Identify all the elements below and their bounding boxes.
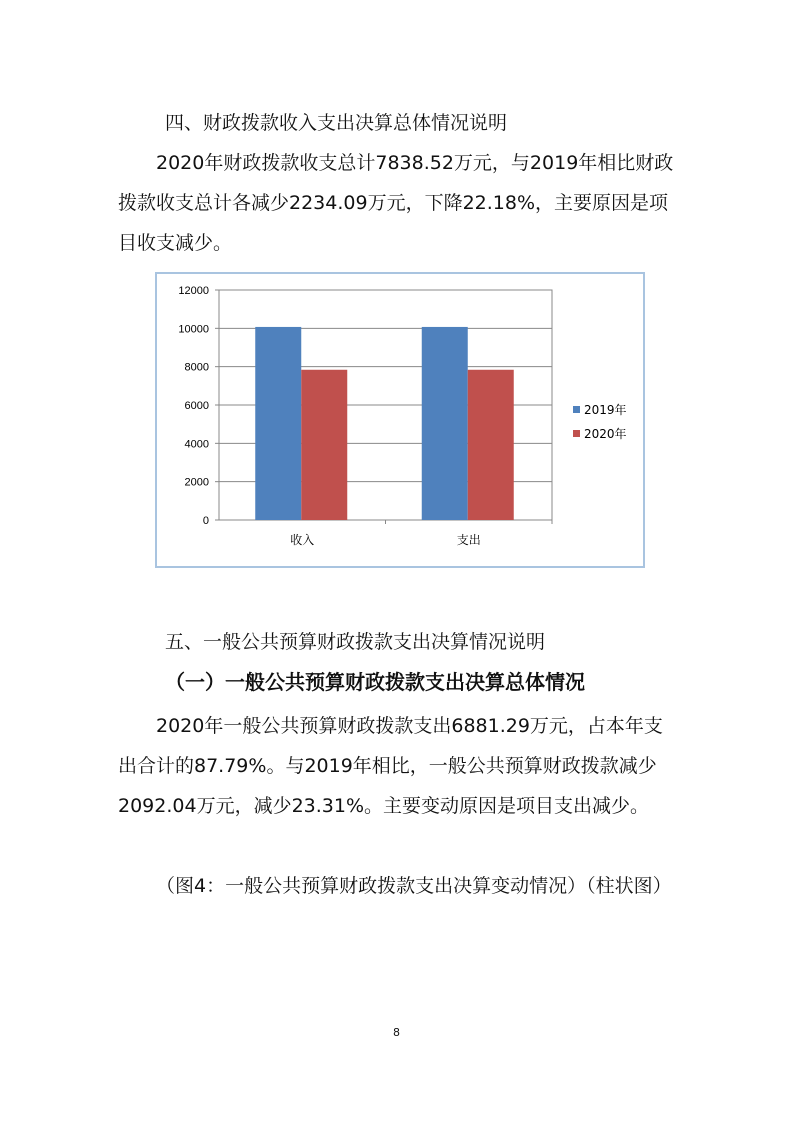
y-tick-label: 4000 <box>184 438 209 451</box>
legend-swatch <box>573 406 580 413</box>
chart-frame <box>156 273 644 567</box>
bar <box>468 370 514 520</box>
section5-heading: 五、一般公共预算财政拨款支出决算情况说明 <box>165 631 546 653</box>
section5-subheading: （一）一般公共预算财政拨款支出决算总体情况 <box>165 670 585 694</box>
bar <box>255 327 301 520</box>
x-tick-label: 支出 <box>456 533 481 547</box>
section4-paragraph: 2020年财政拨款收支总计7838.52万元，与2019年相比财政拨款收支总计各减少2234.09万元，下降22.18%，主要原因是项目收支减少。 <box>118 152 674 254</box>
legend-label: 2019年 <box>584 403 627 417</box>
y-tick-label: 12000 <box>178 285 209 297</box>
y-tick-label: 6000 <box>184 400 209 412</box>
y-tick-label: 0 <box>202 515 209 527</box>
x-tick-label: 收入 <box>290 533 315 547</box>
legend-swatch <box>573 430 580 437</box>
bar-chart <box>155 272 645 570</box>
y-tick-label: 10000 <box>178 323 209 336</box>
page-number: 8 <box>393 1026 400 1039</box>
bar <box>301 370 347 520</box>
y-tick-label: 8000 <box>184 361 209 374</box>
y-tick-label: 2000 <box>184 476 209 489</box>
figure-note: （图4：一般公共预算财政拨款支出决算变动情况）（柱状图） <box>156 875 672 897</box>
section5-paragraph: 2020年一般公共预算财政拨款支出6881.29万元，占本年支出合计的87.79%。与2019年相比，一般公共预算财政拨款减少2092.04万元，减少23.31%。主要变动原因是项目支出减少。 <box>118 715 663 817</box>
legend-label: 2020年 <box>584 427 627 441</box>
bar <box>422 327 468 520</box>
section4-heading: 四、财政拨款收入支出决算总体情况说明 <box>165 112 508 134</box>
